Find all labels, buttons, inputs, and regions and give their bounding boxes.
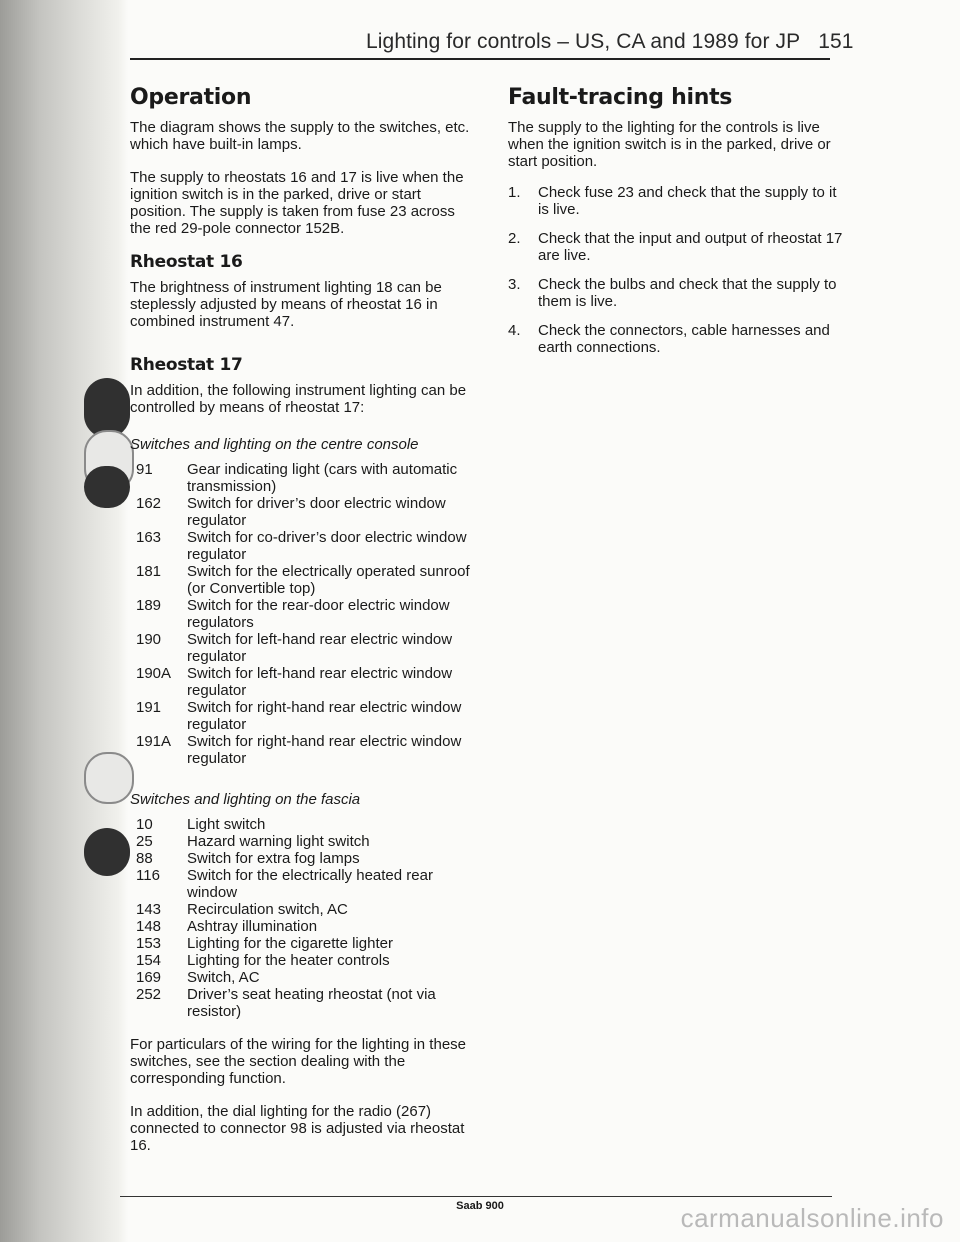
header-rule [130,58,830,60]
item-description: Switch for right-hand rear electric window regulator [187,733,462,767]
step-number: 2. [508,230,521,247]
item-number: 162 [136,495,162,512]
operation-paragraph: The supply to rheostats 16 and 17 is live when the ignition switch is in the parked, drive or start position. The supply is taken from fuse 23 across the red 29-pole connector 152B. [130,169,464,237]
item-number: 153 [136,935,162,952]
item-description: Recirculation switch, AC [187,901,348,918]
item-number: 154 [136,952,162,969]
rheostat16-text: The brightness of instrument lighting 18 can be steplessly adjusted by means of rheostat 16 in combined instrument 47. [130,279,442,330]
page-header [366,30,854,54]
page-number: 151 [818,30,854,53]
list-item [130,816,475,833]
list-item [130,631,475,665]
operation-paragraph: The diagram shows the supply to the switches, etc. which have built-in lamps. [130,119,470,153]
item-description: Switch for extra fog lamps [187,850,360,867]
closing-paragraph: In addition, the dial lighting for the radio (267) connected to connector 98 is adjusted via rheostat 16. [130,1103,465,1154]
footer-rule [120,1196,832,1197]
list-item [508,230,850,264]
list-item [130,665,475,699]
list-item [508,322,850,356]
list-item [130,901,475,918]
item-number: 25 [136,833,153,850]
rheostat16-heading: Rheostat 16 [130,252,243,272]
item-number: 143 [136,901,162,918]
item-number: 169 [136,969,162,986]
list-item [508,184,850,218]
item-description: Light switch [187,816,266,833]
fault-tracing-steps [508,184,850,356]
console-list [130,461,475,767]
item-number: 163 [136,529,162,546]
item-description: Switch for driver’s door electric window regulator [187,495,446,529]
fascia-list [130,816,475,1020]
binder-hole [84,378,130,438]
list-item [130,699,475,733]
rheostat17-heading: Rheostat 17 [130,355,243,375]
watermark: carmanualsonline.info [680,1203,944,1233]
rheostat17-text: In addition, the following instrument lighting can be controlled by means of rheostat 17: [130,382,467,416]
list-item [130,986,475,1020]
step-number: 4. [508,322,521,339]
list-item [130,461,475,495]
list-item [130,952,475,969]
header-title: Lighting for controls – US, CA and 1989 for JP [366,30,801,53]
step-text: Check the bulbs and check that the supply to them is live. [538,276,837,310]
item-number: 190 [136,631,162,648]
left-column [130,84,475,1170]
item-number: 91 [136,461,153,478]
binder-hole [84,828,130,876]
list-item [130,529,475,563]
list-item [130,867,475,901]
list-item [130,850,475,867]
item-description: Switch for the electrically operated sunroof (or Convertible top) [187,563,470,597]
item-description: Gear indicating light (cars with automatic transmission) [187,461,458,495]
binder-hole [84,752,134,804]
item-number: 252 [136,986,162,1003]
list-item [508,276,850,310]
item-number: 148 [136,918,162,935]
item-description: Switch for the rear-door electric window regulators [187,597,450,631]
item-description: Switch for the electrically heated rear window [187,867,433,901]
step-number: 3. [508,276,521,293]
fault-tracing-heading: Fault-tracing hints [508,85,733,110]
fault-tracing-intro: The supply to the lighting for the controls is live when the ignition switch is in the parked, drive or start position. [508,119,831,170]
item-number: 191 [136,699,162,716]
item-description: Ashtray illumination [187,918,318,935]
list-item [130,969,475,986]
item-number: 189 [136,597,162,614]
item-description: Lighting for the cigarette lighter [187,935,393,952]
console-caption: Switches and lighting on the centre console [130,436,419,453]
step-text: Check fuse 23 and check that the supply to it is live. [538,184,837,218]
item-description: Lighting for the heater controls [187,952,390,969]
closing-paragraph: For particulars of the wiring for the lighting in these switches, see the section dealing with the corresponding function. [130,1036,466,1087]
right-column [508,84,850,368]
list-item [130,733,475,767]
step-text: Check that the input and output of rheostat 17 are live. [538,230,843,264]
item-number: 191A [136,733,172,750]
step-text: Check the connectors, cable harnesses and earth connections. [538,322,830,356]
list-item [130,597,475,631]
page-footer: Saab 900 [456,1200,504,1212]
binding-edge [0,0,128,1242]
item-description: Switch for left-hand rear electric window regulator [187,631,453,665]
item-number: 190A [136,665,172,682]
item-description: Switch for right-hand rear electric window regulator [187,699,462,733]
list-item [130,935,475,952]
item-description: Hazard warning light switch [187,833,370,850]
item-number: 181 [136,563,162,580]
item-description: Switch for co-driver’s door electric window regulator [187,529,467,563]
item-number: 10 [136,816,153,833]
list-item [130,563,475,597]
step-number: 1. [508,184,521,201]
list-item [130,833,475,850]
item-description: Switch for left-hand rear electric window regulator [187,665,453,699]
item-description: Driver’s seat heating rheostat (not via resistor) [187,986,436,1020]
binder-hole [84,466,130,508]
item-number: 116 [136,867,160,884]
item-number: 88 [136,850,153,867]
item-description: Switch, AC [187,969,260,986]
list-item [130,495,475,529]
list-item [130,918,475,935]
operation-heading: Operation [130,85,252,110]
fascia-caption: Switches and lighting on the fascia [130,791,361,808]
